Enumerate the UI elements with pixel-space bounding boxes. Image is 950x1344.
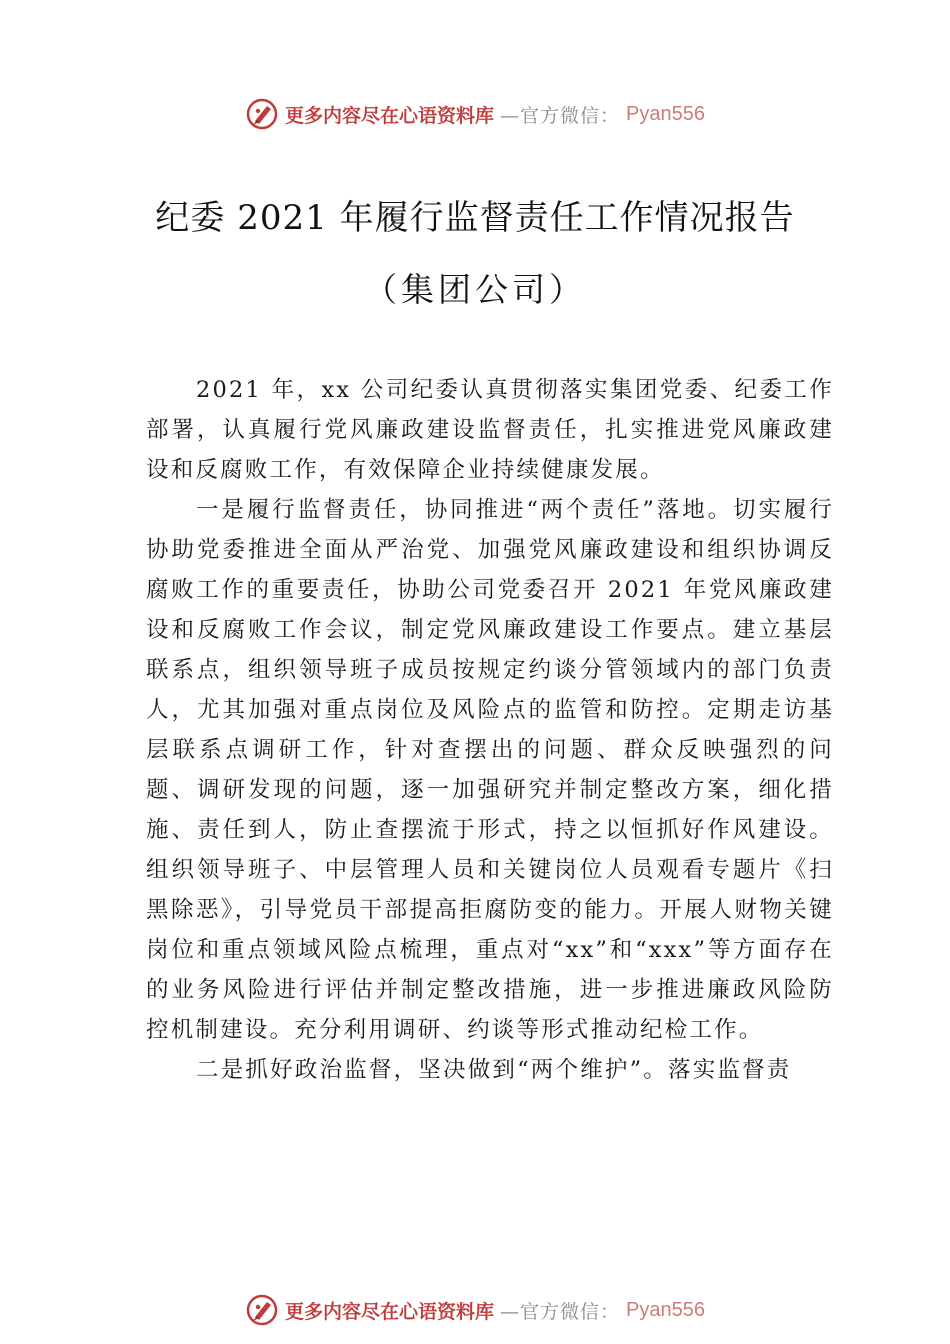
pen-nib-seal-icon bbox=[245, 1293, 279, 1327]
watermark-wechat-label: —官方微信： bbox=[500, 1300, 621, 1323]
watermark-header bbox=[0, 94, 950, 134]
watermark-brand-text: 更多内容尽在心语资料库 bbox=[285, 104, 495, 127]
pen-nib-seal-icon bbox=[245, 97, 279, 131]
document-title: 纪委 2021 年履行监督责任工作情况报告 bbox=[155, 198, 795, 238]
document-body bbox=[146, 370, 834, 1090]
paragraph-item-1: 一是履行监督责任，协同推进“两个责任”落地。切实履行协助党委推进全面从严治党、加强党风廉政建设和组织协调反腐败工作的重要责任，协助公司党委召开 2021 年党风廉政建设和反腐败工作会议，制定党风廉政建设工作要点。建立基层联系点，组织领导班子成员按规定约谈分管领域内的部门负责人，尤其加强对重点岗位及风险点的监管和防控。定期走访基层联系点调研工作，针对查摆出的问题、群众反映强烈的问题、调研发现的问题，逐一加强研究并制定整改方案，细化措施、责任到人，防止查摆流于形式，持之以恒抓好作风建设。组织领导班子、中层管理人员和关键岗位人员观看专题片《扫黑除恶》，引导党员干部提高拒腐防变的能力。开展人财物关键岗位和重点领域风险点梳理，重点对“xx”和“xxx”等方面存在的业务风险进行评估并制定整改措施，进一步推进廉政风险防控机制建设。充分利用调研、约谈等形式推动纪检工作。 bbox=[146, 497, 834, 1043]
watermark-wechat-id: Pyan556 bbox=[626, 102, 705, 125]
paragraph-item-2: 二是抓好政治监督，坚决做到“两个维护”。落实监督责 bbox=[196, 1057, 792, 1083]
document-subtitle: （集团公司） bbox=[364, 270, 586, 309]
watermark-brand-text: 更多内容尽在心语资料库 bbox=[285, 1300, 495, 1323]
watermark-wechat-label: —官方微信： bbox=[500, 104, 621, 127]
watermark-wechat-id: Pyan556 bbox=[626, 1298, 705, 1321]
paragraph-intro: 2021 年，xx 公司纪委认真贯彻落实集团党委、纪委工作部署，认真履行党风廉政建设监督责任，扎实推进党风廉政建设和反腐败工作，有效保障企业持续健康发展。 bbox=[146, 377, 834, 483]
watermark-footer bbox=[0, 1290, 950, 1330]
